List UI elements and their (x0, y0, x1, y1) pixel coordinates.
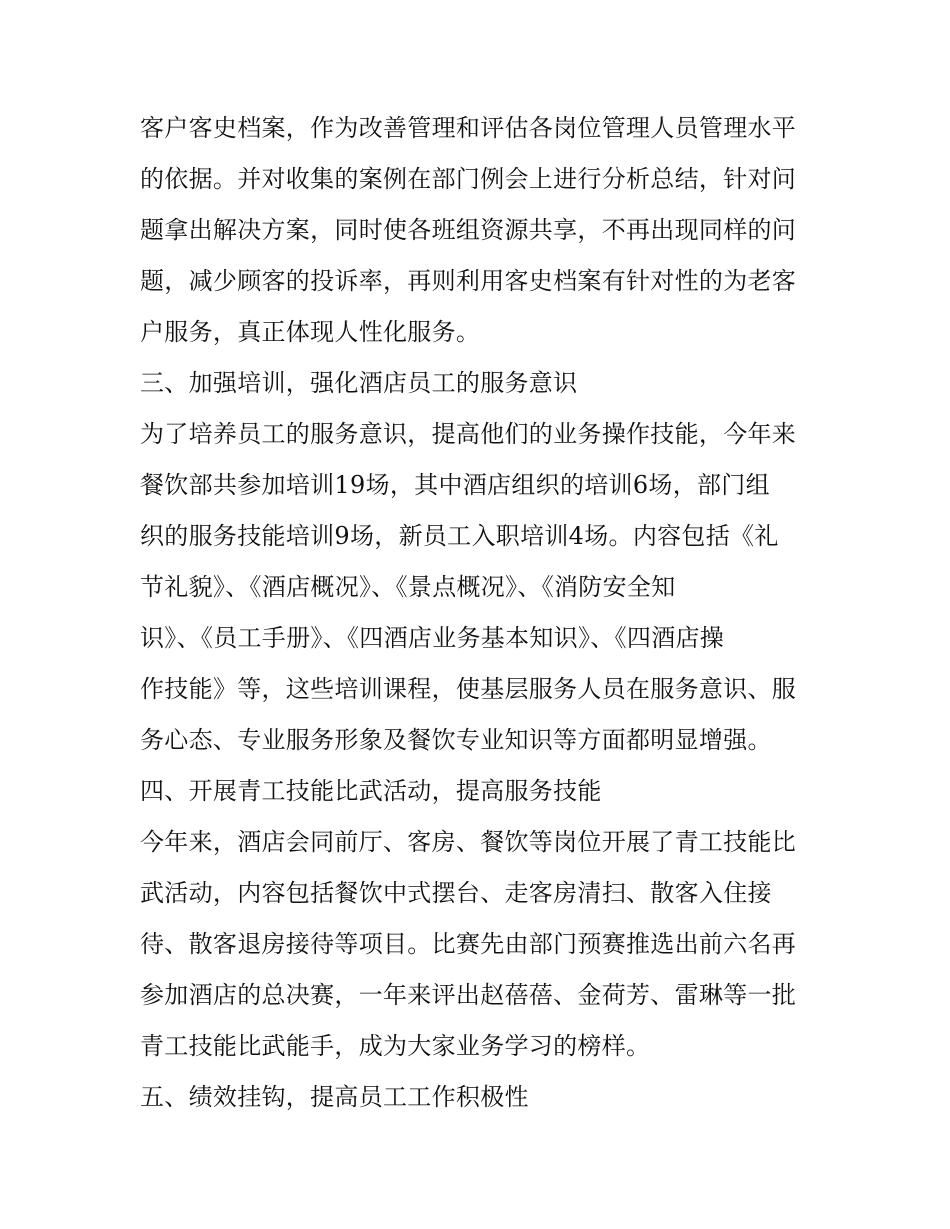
section-heading: 五、绩效挂钩，提高员工工作积极性 (140, 1083, 529, 1111)
paragraph-line: 题拿出解决方案，同时使各班组资源共享，不再出现同样的问 (140, 216, 797, 244)
paragraph-line: 织的服务技能培训9场，新员工入职培训4场。内容包括《礼 (140, 522, 779, 550)
paragraph-line: 餐饮部共参加培训19场，其中酒店组织的培训6场，部门组 (140, 471, 770, 499)
paragraph-line: 客户客史档案，作为改善管理和评估各岗位管理人员管理水平 (140, 114, 797, 142)
section-heading: 四、开展青工技能比武活动，提高服务技能 (140, 777, 602, 805)
paragraph-line: 的依据。并对收集的案例在部门例会上进行分析总结，针对问 (140, 165, 797, 193)
section-heading: 三、加强培训，强化酒店员工的服务意识 (140, 369, 578, 397)
paragraph-line: 参加酒店的总决赛，一年来评出赵蓓蓓、金荷芳、雷琳等一批 (140, 981, 797, 1009)
paragraph-line: 户服务，真正体现人性化服务。 (140, 318, 481, 346)
paragraph-line: 作技能》等，这些培训课程，使基层服务人员在服务意识、服 (140, 675, 797, 703)
paragraph-line: 青工技能比武能手，成为大家业务学习的榜样。 (140, 1032, 651, 1060)
paragraph-line: 武活动，内容包括餐饮中式摆台、走客房清扫、散客入住接 (140, 879, 772, 907)
paragraph-line: 为了培养员工的服务意识，提高他们的业务操作技能，今年来 (140, 420, 797, 448)
paragraph-line: 务心态、专业服务形象及餐饮专业知识等方面都明显增强。 (140, 726, 772, 754)
paragraph-line: 题，减少顾客的投诉率，再则利用客史档案有针对性的为老客 (140, 267, 797, 295)
paragraph-line: 今年来，酒店会同前厅、客房、餐饮等岗位开展了青工技能比 (140, 828, 797, 856)
paragraph-line: 节礼貌》、《酒店概况》、《景点概况》、《消防安全知 (140, 573, 676, 601)
paragraph-line: 待、散客退房接待等项目。比赛先由部门预赛推选出前六名再 (140, 930, 797, 958)
paragraph-line: 识》、《员工手册》、《四酒店业务基本知识》、《四酒店操 (140, 624, 725, 652)
